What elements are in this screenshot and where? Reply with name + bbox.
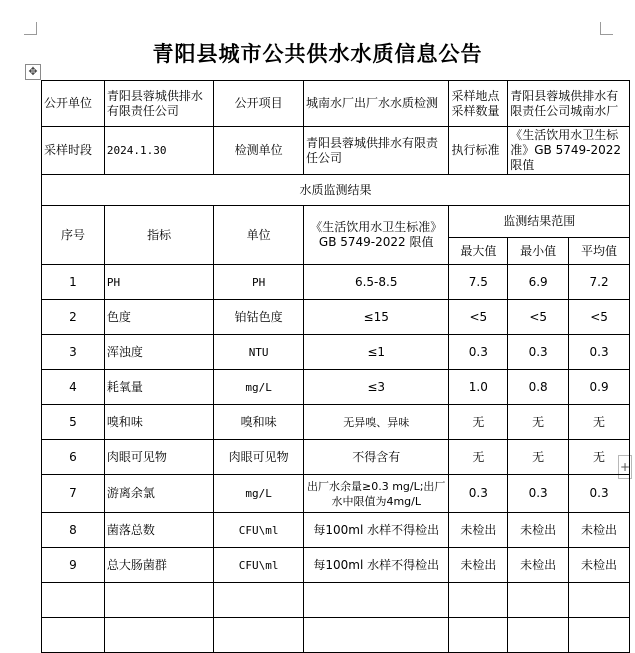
row-avg: 7.2 xyxy=(569,265,630,300)
row-index: 6 xyxy=(42,440,105,475)
page-corner-mark xyxy=(600,22,613,35)
row-min: 0.3 xyxy=(508,335,569,370)
row-avg: 0.9 xyxy=(569,370,630,405)
header-min: 最小值 xyxy=(508,238,569,265)
page-title: 青阳县城市公共供水水质信息公告 xyxy=(152,42,483,66)
row-limit: ≤3 xyxy=(304,370,449,405)
row-avg: 未检出 xyxy=(569,548,630,583)
empty-cell[interactable] xyxy=(304,618,449,653)
row-index: 1 xyxy=(42,265,105,300)
row-index: 5 xyxy=(42,405,105,440)
row-min: 未检出 xyxy=(508,548,569,583)
table-row xyxy=(42,370,630,405)
empty-cell[interactable] xyxy=(508,583,569,618)
empty-cell[interactable] xyxy=(569,583,630,618)
row-unit: 铂钴色度 xyxy=(214,300,304,335)
info-value: 青阳县蓉城供排水有限责任公司城南水厂 xyxy=(508,81,630,127)
empty-cell[interactable] xyxy=(508,618,569,653)
header-row xyxy=(42,206,630,238)
header-unit: 单位 xyxy=(214,206,304,265)
row-limit: ≤1 xyxy=(304,335,449,370)
water-quality-table xyxy=(41,80,630,653)
empty-cell[interactable] xyxy=(449,583,508,618)
info-value: 城南水厂出厂水水质检测 xyxy=(304,81,449,127)
row-indicator: 游离余氯 xyxy=(104,475,213,513)
row-max: 7.5 xyxy=(449,265,508,300)
info-value: 《生活饮用水卫生标准》GB 5749-2022 限值 xyxy=(508,127,630,175)
row-indicator: 菌落总数 xyxy=(104,513,213,548)
info-value: 2024.1.30 xyxy=(104,127,213,175)
row-min: 0.3 xyxy=(508,475,569,513)
table-row xyxy=(42,405,630,440)
row-avg: 0.3 xyxy=(569,475,630,513)
row-indicator: 色度 xyxy=(104,300,213,335)
row-avg: 无 xyxy=(569,405,630,440)
info-label: 检测单位 xyxy=(214,127,304,175)
header-range: 监测结果范围 xyxy=(449,206,630,238)
table-row xyxy=(42,513,630,548)
row-unit: 肉眼可见物 xyxy=(214,440,304,475)
row-min: 无 xyxy=(508,440,569,475)
row-avg: 无 xyxy=(569,440,630,475)
row-unit: PH xyxy=(214,265,304,300)
row-indicator: 浑浊度 xyxy=(104,335,213,370)
row-limit: 6.5-8.5 xyxy=(304,265,449,300)
row-indicator: PH xyxy=(104,265,213,300)
row-index: 3 xyxy=(42,335,105,370)
row-min: 无 xyxy=(508,405,569,440)
header-index: 序号 xyxy=(42,206,105,265)
row-unit: mg/L xyxy=(214,475,304,513)
table-row xyxy=(42,548,630,583)
row-indicator: 肉眼可见物 xyxy=(104,440,213,475)
empty-cell[interactable] xyxy=(104,583,213,618)
row-unit: 嗅和味 xyxy=(214,405,304,440)
row-index: 2 xyxy=(42,300,105,335)
row-unit: CFU\ml xyxy=(214,513,304,548)
header-max: 最大值 xyxy=(449,238,508,265)
empty-cell[interactable] xyxy=(449,618,508,653)
section-title: 水质监测结果 xyxy=(42,175,630,206)
section-title-row xyxy=(42,175,630,206)
row-max: 无 xyxy=(449,440,508,475)
row-max: 未检出 xyxy=(449,513,508,548)
header-avg: 平均值 xyxy=(569,238,630,265)
row-index: 9 xyxy=(42,548,105,583)
row-indicator: 嗅和味 xyxy=(104,405,213,440)
info-row-1 xyxy=(42,81,630,127)
table-row xyxy=(42,300,630,335)
table-row xyxy=(42,265,630,300)
row-min: 0.8 xyxy=(508,370,569,405)
row-limit: 出厂水余量≥0.3 mg/L;出厂水中限值为4mg/L xyxy=(304,475,449,513)
info-row-2 xyxy=(42,127,630,175)
row-limit: 不得含有 xyxy=(304,440,449,475)
header-standard: 《生活饮用水卫生标准》GB 5749-2022 限值 xyxy=(304,206,449,265)
table-row xyxy=(42,335,630,370)
table-row xyxy=(42,475,630,513)
row-index: 7 xyxy=(42,475,105,513)
info-label: 公开单位 xyxy=(42,81,105,127)
info-label: 采样时段 xyxy=(42,127,105,175)
row-limit: ≤15 xyxy=(304,300,449,335)
row-avg: 0.3 xyxy=(569,335,630,370)
row-unit: NTU xyxy=(214,335,304,370)
row-limit: 每100ml 水样不得检出 xyxy=(304,513,449,548)
row-limit: 每100ml 水样不得检出 xyxy=(304,548,449,583)
empty-row xyxy=(42,618,630,653)
empty-cell[interactable] xyxy=(569,618,630,653)
row-max: 0.3 xyxy=(449,475,508,513)
row-unit: mg/L xyxy=(214,370,304,405)
empty-cell[interactable] xyxy=(214,583,304,618)
info-value: 青阳县蓉城供排水有限责任公司 xyxy=(104,81,213,127)
empty-cell[interactable] xyxy=(104,618,213,653)
info-label: 采样地点采样数量 xyxy=(449,81,508,127)
row-avg: <5 xyxy=(569,300,630,335)
page-corner-mark xyxy=(24,22,37,35)
row-unit: CFU\ml xyxy=(214,548,304,583)
row-min: <5 xyxy=(508,300,569,335)
row-max: 未检出 xyxy=(449,548,508,583)
row-max: 1.0 xyxy=(449,370,508,405)
empty-cell[interactable] xyxy=(42,583,105,618)
empty-row xyxy=(42,583,630,618)
row-min: 未检出 xyxy=(508,513,569,548)
row-max: <5 xyxy=(449,300,508,335)
row-index: 4 xyxy=(42,370,105,405)
empty-cell[interactable] xyxy=(304,583,449,618)
row-max: 无 xyxy=(449,405,508,440)
header-indicator: 指标 xyxy=(104,206,213,265)
info-label: 公开项目 xyxy=(214,81,304,127)
info-label: 执行标准 xyxy=(449,127,508,175)
table-move-handle-icon[interactable]: ✥ xyxy=(25,64,41,80)
empty-cell[interactable] xyxy=(214,618,304,653)
row-indicator: 耗氧量 xyxy=(104,370,213,405)
row-limit: 无异嗅、异味 xyxy=(304,405,449,440)
row-avg: 未检出 xyxy=(569,513,630,548)
row-index: 8 xyxy=(42,513,105,548)
table-row xyxy=(42,440,630,475)
row-indicator: 总大肠菌群 xyxy=(104,548,213,583)
row-min: 6.9 xyxy=(508,265,569,300)
add-column-icon[interactable]: + xyxy=(618,455,632,479)
empty-cell[interactable] xyxy=(42,618,105,653)
row-max: 0.3 xyxy=(449,335,508,370)
info-value: 青阳县蓉城供排水有限责任公司 xyxy=(304,127,449,175)
